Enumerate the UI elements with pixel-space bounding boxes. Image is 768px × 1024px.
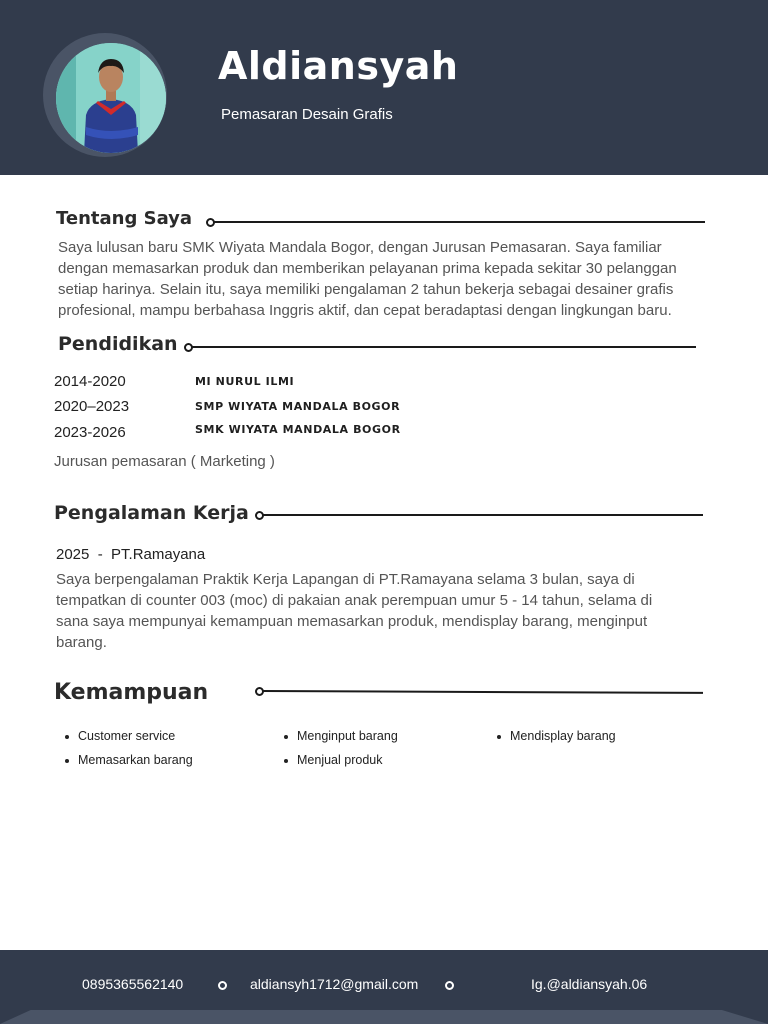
skill-item: Mendisplay barang [510, 729, 616, 743]
about-line: setiap harinya. Selain itu, saya memiliki pengalaman 2 tahun bekerja sebagai desainer grafis [58, 281, 674, 298]
education-school: MI NURUL ILMI [195, 375, 295, 388]
education-rule [191, 346, 696, 348]
profile-photo [56, 43, 166, 153]
experience-line: barang. [56, 634, 107, 651]
education-years: 2023-2026 [54, 424, 126, 441]
education-school: SMP WIYATA MANDALA BOGOR [195, 400, 401, 413]
skills-title: Kemampuan [54, 680, 209, 705]
skill-item: Menginput barang [297, 729, 398, 743]
footer-accent-strip [0, 1010, 768, 1024]
skill-item: Menjual produk [297, 753, 383, 767]
person-name: Aldiansyah [218, 44, 459, 88]
experience-line: sana saya mempunyai kemampuan memasarkan produk, mendisplay barang, menginput [56, 613, 648, 630]
about-text [58, 237, 677, 321]
about-line: Saya lulusan baru SMK Wiyata Mandala Bogor, dengan Jurusan Pemasaran. Saya familiar [58, 239, 662, 256]
education-school: SMK WIYATA MANDALA BOGOR [195, 423, 401, 436]
experience-text [56, 569, 652, 653]
job-title: Pemasaran Desain Grafis [221, 106, 393, 123]
experience-title: Pengalaman Kerja [54, 502, 249, 524]
footer-separator-dot [445, 981, 454, 990]
experience-line: tempatkan di counter 003 (moc) di pakaian anak perempuan umur 5 - 14 tahun, selama di [56, 592, 653, 609]
skill-item: Memasarkan barang [78, 753, 193, 767]
contact-instagram: Ig.@aldiansyah.06 [531, 976, 648, 992]
about-title: Tentang Saya [56, 208, 193, 229]
education-years: 2014-2020 [54, 373, 126, 390]
about-line: dengan memasarkan produk dan memberikan pelayanan prima kepada sekitar 30 pelanggan [58, 260, 677, 277]
about-line: profesional, mampu berbahasa Inggris aktif, dan cepat beradaptasi dengan lingkungan baru. [58, 302, 672, 319]
education-years: 2020–2023 [54, 398, 130, 415]
contact-phone: 0895365562140 [82, 976, 184, 992]
experience-line: Saya berpengalaman Praktik Kerja Lapangan di PT.Ramayana selama 3 bulan, saya di [56, 571, 635, 588]
experience-heading: 2025 - PT.Ramayana [56, 546, 206, 563]
about-rule [213, 221, 705, 223]
skill-item: Customer service [78, 729, 176, 743]
education-title: Pendidikan [58, 333, 178, 355]
contact-email: aldiansyh1712@gmail.com [250, 976, 419, 992]
skills-rule [262, 690, 703, 694]
footer-separator-dot [218, 981, 227, 990]
education-major: Jurusan pemasaran ( Marketing ) [54, 453, 275, 470]
experience-rule [262, 514, 703, 516]
